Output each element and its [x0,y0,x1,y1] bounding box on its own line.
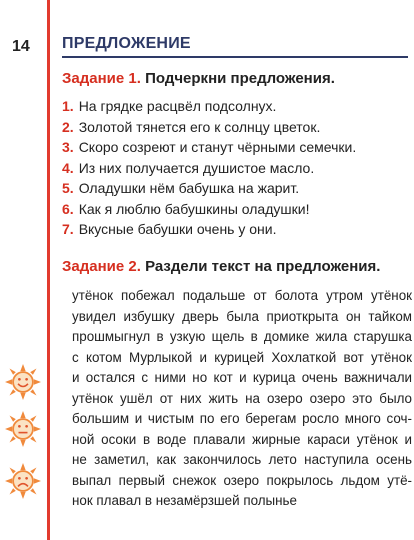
task1-instruction: Подчеркни предложения. [145,70,335,87]
text-line: и остался с ними но кот и курица очень важничали [72,370,412,385]
item-text: Скоро созреют и станут чёрными семечки. [78,139,357,155]
sun-happy-icon[interactable] [5,364,41,400]
item-number: 7. [62,221,74,237]
text-line: не заметил, как закончилось лето наступила осень [72,452,412,467]
task2-heading [62,258,380,275]
task2-instruction: Раздели текст на предложения. [145,258,381,275]
text-line: прошмыгнул в узкую щель в домике жила старушка [72,329,412,344]
item-text: Вкусные бабушки очень у они. [78,221,277,237]
item-text: Оладушки нём бабушка на жарит. [78,180,300,196]
list-item [62,201,356,222]
page-number: 14 [12,38,30,55]
list-item [62,180,356,201]
list-item [62,98,356,119]
margin-line [47,0,50,540]
item-text: Как я люблю бабушкины оладушки! [78,200,310,217]
list-item [62,119,356,140]
item-text: На грядке расцвёл подсолнух. [78,98,277,114]
text-line: большим и чистым по его берегам росло много соч- [72,411,412,426]
item-number: 3. [62,139,74,155]
item-number: 6. [62,200,74,217]
section-underline [62,56,408,58]
sun-sad-icon[interactable] [5,463,41,499]
section-title: ПРЕДЛОЖЕНИЕ [62,35,191,52]
task2-label: Задание 2. [62,258,141,275]
text-line: с котом Мурлыкой и курицей Хохлаткой вот утёнок [72,349,412,365]
item-number: 1. [62,98,74,114]
task1-label: Задание 1. [62,70,141,87]
task1-list [62,98,356,242]
text-line: выпал первый снежок озеро покрылось льдом утё- [72,472,412,488]
item-number: 4. [62,159,74,176]
item-text: Из них получается душистое масло. [78,159,315,176]
task1-heading [62,70,335,87]
text-line: ной осоки в воде плавали жирные караси утёнок и [72,431,412,447]
text-line: утёнок ушёл от них жить на озеро озеро это было [72,390,412,406]
item-text: Золотой тянется его к солнцу цветок. [78,118,321,135]
sun-neutral-icon[interactable] [5,411,41,447]
task2-text [72,288,412,514]
list-item [62,139,356,160]
list-item [62,221,356,242]
item-number: 2. [62,118,74,135]
text-line: нок плавал в незамёрзшей полынье [72,493,297,508]
text-line: увидел избушку дверь была приоткрыта он тайком [72,308,412,324]
list-item [62,160,356,181]
text-line: утёнок побежал подальше от болота утром утёнок [72,288,412,303]
item-number: 5. [62,180,74,196]
